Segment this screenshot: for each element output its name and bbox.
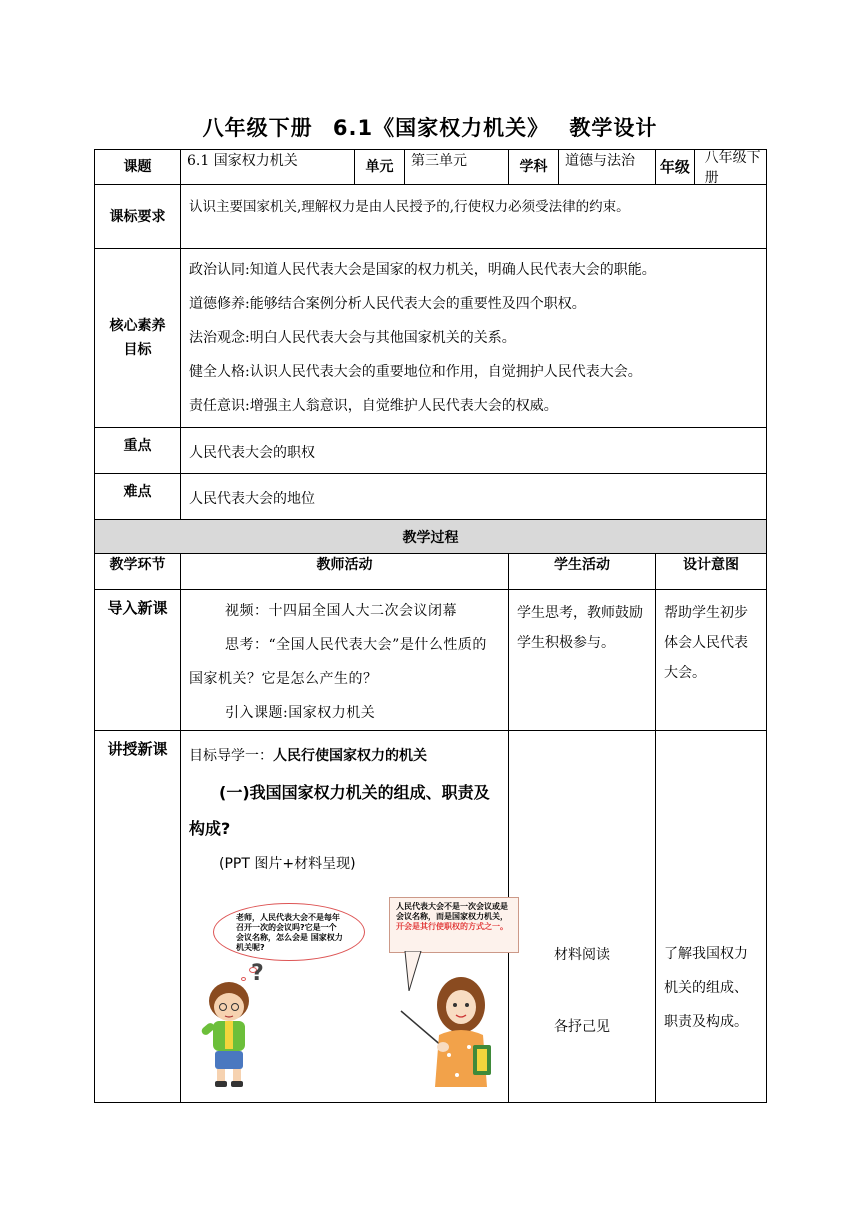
standard-label: 课标要求 bbox=[95, 185, 181, 249]
topic-label: 课题 bbox=[95, 150, 181, 185]
lecture-student-2: 各抒己见 bbox=[554, 1019, 610, 1035]
subject-value: 道德与法治 bbox=[559, 150, 656, 185]
intro-teacher-line: 国家机关？它是怎么产生的？ bbox=[189, 671, 378, 687]
lecture-intent: 了解我国权力机关的组成、职责及构成。 bbox=[656, 731, 767, 1103]
key-point-label: 重点 bbox=[95, 428, 181, 474]
intro-teacher-line: 视频：十四届全国人大二次会议闭幕 bbox=[225, 603, 457, 619]
difficulty-label: 难点 bbox=[95, 474, 181, 520]
core-goal-item: 道德修养:能够结合案例分析人民代表大会的重要性及四个职权。 bbox=[189, 296, 586, 312]
section-title-2: 构成? bbox=[189, 819, 231, 838]
intro-stage: 导入新课 bbox=[95, 590, 181, 731]
subject-label: 学科 bbox=[509, 150, 559, 185]
col-intent: 设计意图 bbox=[656, 554, 767, 590]
process-header-row bbox=[95, 520, 767, 554]
key-point-text: 人民代表大会的职权 bbox=[181, 428, 767, 474]
unit-value: 第三单元 bbox=[405, 150, 509, 185]
teacher-note bbox=[389, 897, 519, 953]
col-stage: 教学环节 bbox=[95, 554, 181, 590]
grade-label: 年级 bbox=[656, 150, 695, 184]
col-student: 学生活动 bbox=[509, 554, 656, 590]
teacher-icon bbox=[399, 975, 509, 1087]
thought-cloud: 老师，人民代表大会不是每年召开一次的会议吗?它是一个 会议名称，怎么会是 国家权力机关呢? bbox=[213, 903, 365, 961]
col-teacher: 教师活动 bbox=[181, 554, 509, 590]
intro-row bbox=[95, 590, 767, 731]
ppt-note: (PPT 图片+材料呈现) bbox=[219, 856, 356, 872]
unit-label: 单元 bbox=[355, 150, 405, 185]
info-row bbox=[95, 150, 767, 185]
goal-title: 人民行使国家权力的机关 bbox=[273, 748, 427, 764]
title-book: 八年级下册 bbox=[202, 116, 313, 140]
core-goal-item: 法治观念:明白人民代表大会与其他国家机关的关系。 bbox=[189, 330, 516, 346]
note-text: 人民代表大会不是一次会议或是会议名称，而是国家权力机关， bbox=[396, 902, 508, 921]
column-header-row bbox=[95, 554, 767, 590]
core-goals-label: 核心素养目标 bbox=[95, 249, 181, 428]
question-mark-icon: ? bbox=[251, 961, 264, 986]
core-goals-list bbox=[181, 249, 767, 428]
standard-text: 认识主要国家机关,理解权力是由人民授予的,行使权力必须受法律的约束。 bbox=[181, 185, 767, 249]
standard-row bbox=[95, 185, 767, 249]
lecture-student bbox=[509, 731, 656, 1103]
core-goals-row bbox=[95, 249, 767, 428]
grade-value: 八年级下册 bbox=[704, 150, 761, 186]
intro-teacher-line: 引入课题:国家权力机关 bbox=[225, 705, 376, 721]
core-goal-item: 健全人格:认识人民代表大会的重要地位和作用，自觉拥护人民代表大会。 bbox=[189, 364, 642, 380]
intro-student: 学生思考，教师鼓励学生积极参与。 bbox=[509, 590, 656, 731]
intro-intent: 帮助学生初步体会人民代表大会。 bbox=[656, 590, 767, 731]
lecture-stage: 讲授新课 bbox=[95, 731, 181, 1103]
lesson-plan-table bbox=[94, 149, 767, 1103]
goal-prefix: 目标导学一： bbox=[189, 748, 273, 764]
lecture-teacher bbox=[181, 731, 509, 1103]
intro-teacher bbox=[181, 590, 509, 731]
goal-line bbox=[189, 745, 502, 767]
illustration bbox=[189, 889, 508, 1089]
topic-value: 6.1 国家权力机关 bbox=[181, 150, 355, 185]
boy-student-icon bbox=[195, 979, 269, 1089]
process-header: 教学过程 bbox=[95, 520, 767, 554]
key-point-row bbox=[95, 428, 767, 474]
core-goal-item: 责任意识:增强主人翁意识，自觉维护人民代表大会的权威。 bbox=[189, 398, 558, 414]
section-title-1: (一)我国国家权力机关的组成、职责及 bbox=[219, 783, 490, 802]
lecture-student-1: 材料阅读 bbox=[554, 947, 610, 963]
difficulty-text: 人民代表大会的地位 bbox=[181, 474, 767, 520]
title-lesson: 6.1《国家权力机关》 bbox=[332, 116, 550, 140]
page-title bbox=[0, 112, 860, 142]
title-type: 教学设计 bbox=[569, 116, 658, 140]
note-text-red: 开会是其行使职权的方式之一。 bbox=[396, 922, 508, 931]
intro-teacher-line: 思考：“全国人民代表大会”是什么性质的 bbox=[225, 637, 487, 653]
core-goal-item: 政治认同:知道人民代表大会是国家的权力机关，明确人民代表大会的职能。 bbox=[189, 262, 656, 278]
lecture-row bbox=[95, 731, 767, 1103]
grade-cell bbox=[656, 150, 767, 185]
difficulty-row bbox=[95, 474, 767, 520]
